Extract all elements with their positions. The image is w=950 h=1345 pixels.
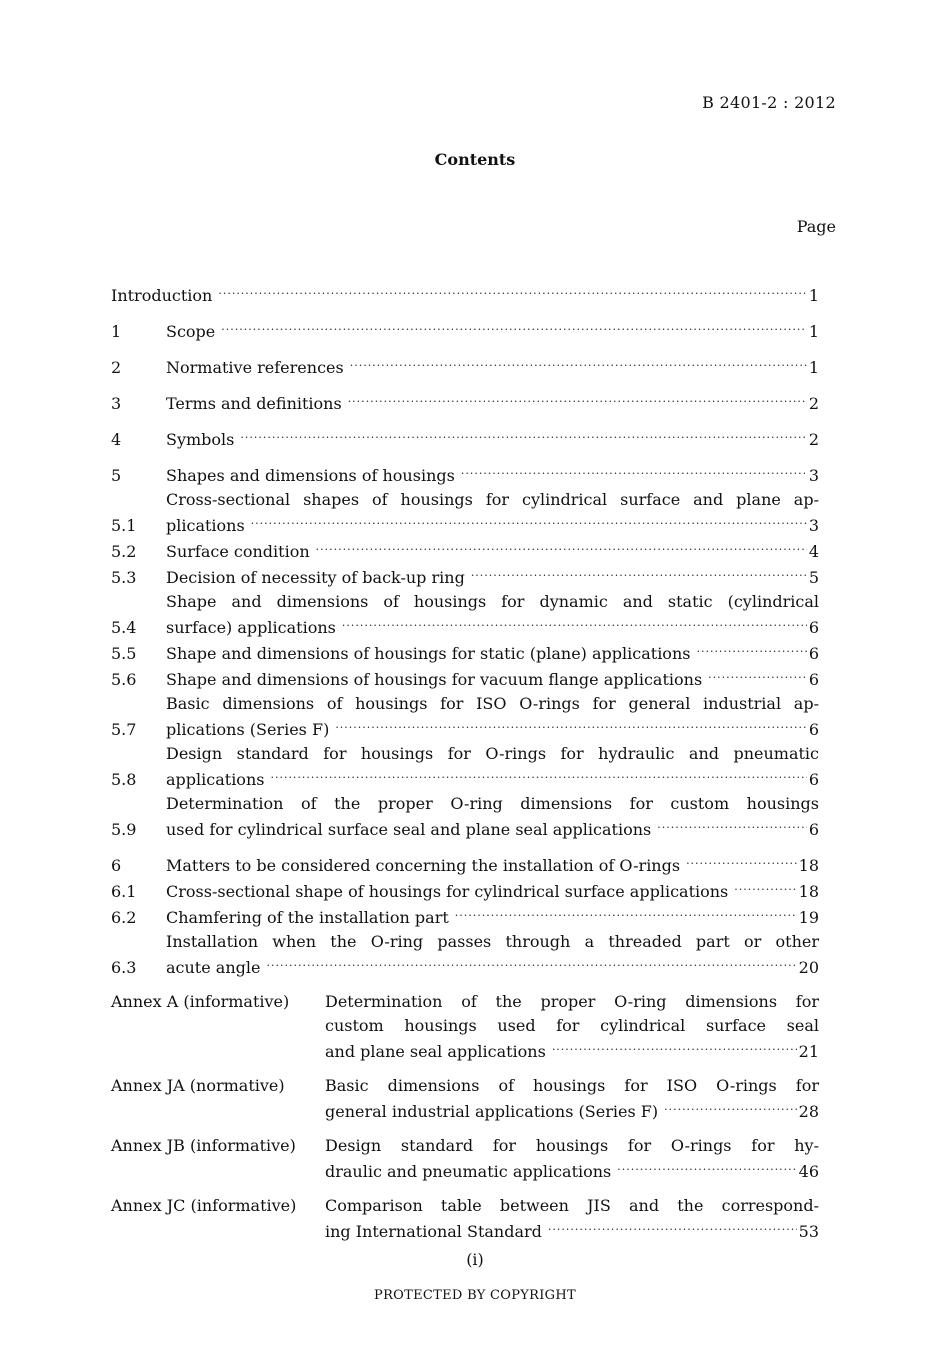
page-number: (i) [466, 1250, 484, 1269]
toc-entry-number: 6.3 [111, 958, 137, 977]
toc-annex-entry[interactable] [111, 1074, 819, 1124]
dot-leader [221, 318, 807, 342]
toc-entry-title-line: Normative references [166, 358, 344, 377]
annex-label: Annex JB (informative) [111, 1136, 296, 1155]
annex-title-line: Basic dimensions of housings for ISO O-rings for [325, 1076, 819, 1095]
dot-leader [350, 354, 807, 378]
toc-entry-number: 3 [111, 394, 122, 413]
annex-label: Annex JA (normative) [111, 1076, 285, 1095]
dot-leader [251, 512, 807, 536]
toc-entry-title: Introduction [111, 286, 213, 305]
toc-entry[interactable] [111, 792, 819, 842]
toc-entry-title: Matters to be considered concerning the installation of O-rings [166, 856, 681, 875]
toc-entry-number: 6 [111, 856, 122, 875]
standard-number: B 2401-2 : 2012 [702, 93, 836, 112]
toc-entry-page: 53 [798, 1222, 819, 1241]
toc-entry[interactable] [111, 354, 819, 380]
toc-annex-entry[interactable] [111, 1134, 819, 1184]
toc-entry[interactable] [111, 904, 819, 930]
toc-entry-number: 5.3 [111, 568, 137, 587]
copyright-notice: PROTECTED BY COPYRIGHT [374, 1288, 576, 1303]
dot-leader [240, 426, 806, 450]
dot-leader [734, 878, 796, 902]
toc-entry-number: 5 [111, 466, 122, 485]
dot-leader [316, 538, 807, 562]
toc-entry[interactable] [111, 590, 819, 640]
toc-entry-title-line: surface) applications [166, 618, 336, 637]
toc-entry-page: 19 [798, 908, 819, 927]
dot-leader [696, 640, 806, 664]
dot-leader [348, 390, 807, 414]
toc-entry-page: 3 [808, 516, 819, 535]
dot-leader [657, 816, 807, 840]
toc-entry-page: 1 [808, 286, 819, 305]
toc-entry-page: 6 [808, 644, 819, 663]
toc-entry[interactable] [111, 742, 819, 792]
toc-entry-title-line: Installation when the O-ring passes through a threaded part or other [166, 932, 819, 951]
toc-entry[interactable] [111, 564, 819, 590]
toc-entry-title-line: Surface condition [166, 542, 310, 561]
toc-entry-page: 4 [808, 542, 819, 561]
annex-title-line: Design standard for housings for O-rings for hy- [325, 1136, 819, 1155]
annex-title-line: ing International Standard [325, 1222, 542, 1241]
toc-entry-title-line: applications [166, 770, 265, 789]
table-of-contents [111, 282, 819, 1244]
toc-entry-title-line: Design standard for housings for O-rings for hydraulic and pneumatic [166, 744, 819, 763]
toc-entry-title-line: Symbols [166, 430, 235, 449]
dot-leader [617, 1158, 796, 1182]
toc-entry-number: 5.7 [111, 720, 137, 739]
toc-entry-number: 5.6 [111, 670, 137, 689]
toc-entry[interactable] [111, 640, 819, 666]
toc-entry-title-line: Shape and dimensions of housings for dynamic and static (cylindrical [166, 592, 819, 611]
toc-entry-page: 28 [798, 1102, 819, 1121]
toc-entry-page: 6 [808, 720, 819, 739]
toc-entry-title-line: Basic dimensions of housings for ISO O-rings for general industrial ap- [166, 694, 819, 713]
toc-entry-number: 5.1 [111, 516, 137, 535]
toc-entry[interactable] [111, 878, 819, 904]
toc-section-heading[interactable] [111, 462, 819, 488]
dot-leader [342, 614, 807, 638]
annex-label: Annex A (informative) [111, 992, 290, 1011]
annex-title-line: Comparison table between JIS and the correspond- [325, 1196, 819, 1215]
toc-entry-title-line: Decision of necessity of back-up ring [166, 568, 465, 587]
toc-entry-page: 46 [798, 1162, 819, 1181]
dot-leader [548, 1218, 797, 1242]
toc-entry-page: 6 [808, 820, 819, 839]
dot-leader [708, 666, 807, 690]
toc-entry-title-line: plications [166, 516, 245, 535]
toc-entry-number: 2 [111, 358, 122, 377]
dot-leader [552, 1038, 797, 1062]
toc-entry-page: 1 [808, 358, 819, 377]
toc-entry-page: 3 [808, 466, 819, 485]
toc-entry[interactable] [111, 488, 819, 538]
toc-entry-page: 2 [808, 394, 819, 413]
dot-leader [270, 766, 806, 790]
toc-section-heading[interactable] [111, 852, 819, 878]
toc-annex-entry[interactable] [111, 1194, 819, 1244]
toc-entry-page: 6 [808, 618, 819, 637]
annex-title-line: and plane seal applications [325, 1042, 546, 1061]
toc-entry-page: 6 [808, 670, 819, 689]
toc-entry-title-line: Scope [166, 322, 216, 341]
dot-leader [455, 904, 797, 928]
annex-title-line: general industrial applications (Series F) [325, 1102, 659, 1121]
toc-entry-title-line: acute angle [166, 958, 261, 977]
toc-annex-entry[interactable] [111, 990, 819, 1064]
toc-entry[interactable] [111, 318, 819, 344]
toc-entry-page: 20 [798, 958, 819, 977]
toc-entry-title-line: used for cylindrical surface seal and plane seal applications [166, 820, 652, 839]
dot-leader [266, 954, 796, 978]
toc-entry[interactable] [111, 930, 819, 980]
toc-entry-title-line: Determination of the proper O-ring dimensions for custom housings [166, 794, 819, 813]
dot-leader [461, 462, 807, 486]
toc-entry-title-line: Cross-sectional shape of housings for cylindrical surface applications [166, 882, 729, 901]
toc-entry[interactable] [111, 692, 819, 742]
toc-entry-number: 4 [111, 430, 122, 449]
toc-entry-title-line: Terms and definitions [166, 394, 342, 413]
toc-entry-title-line: plications (Series F) [166, 720, 330, 739]
toc-entry[interactable] [111, 426, 819, 452]
toc-entry[interactable] [111, 538, 819, 564]
toc-entry-number: 5.9 [111, 820, 137, 839]
toc-entry-number: 5.2 [111, 542, 137, 561]
toc-entry-title-line: Cross-sectional shapes of housings for cylindrical surface and plane ap- [166, 490, 819, 509]
dot-leader [218, 282, 806, 306]
toc-entry-page: 18 [798, 882, 819, 901]
toc-entry-introduction[interactable] [111, 282, 819, 308]
toc-entry-number: 5.4 [111, 618, 137, 637]
toc-entry-number: 6.2 [111, 908, 137, 927]
toc-entry[interactable] [111, 390, 819, 416]
annex-label: Annex JC (informative) [111, 1196, 297, 1215]
annex-title-line: draulic and pneumatic applications [325, 1162, 612, 1181]
toc-entry-title-line: Shape and dimensions of housings for vacuum flange applications [166, 670, 703, 689]
toc-entry-number: 5.5 [111, 644, 137, 663]
dot-leader [664, 1098, 797, 1122]
toc-entry-page: 2 [808, 430, 819, 449]
toc-entry-page: 1 [808, 322, 819, 341]
toc-entry[interactable] [111, 666, 819, 692]
toc-entry-number: 6.1 [111, 882, 137, 901]
dot-leader [335, 716, 807, 740]
toc-entry-number: 1 [111, 322, 122, 341]
page-title: Contents [434, 150, 516, 169]
toc-entry-title: Shapes and dimensions of housings [166, 466, 455, 485]
toc-entry-number: 5.8 [111, 770, 137, 789]
toc-entry-page: 6 [808, 770, 819, 789]
annex-title-line: Determination of the proper O-ring dimensions for [325, 992, 819, 1011]
dot-leader [471, 564, 807, 588]
annex-title-line: custom housings used for cylindrical surface seal [325, 1016, 819, 1035]
toc-entry-page: 21 [798, 1042, 819, 1061]
toc-entry-page: 18 [798, 856, 819, 875]
toc-entry-title-line: Chamfering of the installation part [166, 908, 449, 927]
toc-entry-page: 5 [808, 568, 819, 587]
toc-entry-title-line: Shape and dimensions of housings for static (plane) applications [166, 644, 691, 663]
page-column-label: Page [796, 217, 836, 236]
dot-leader [686, 852, 797, 876]
